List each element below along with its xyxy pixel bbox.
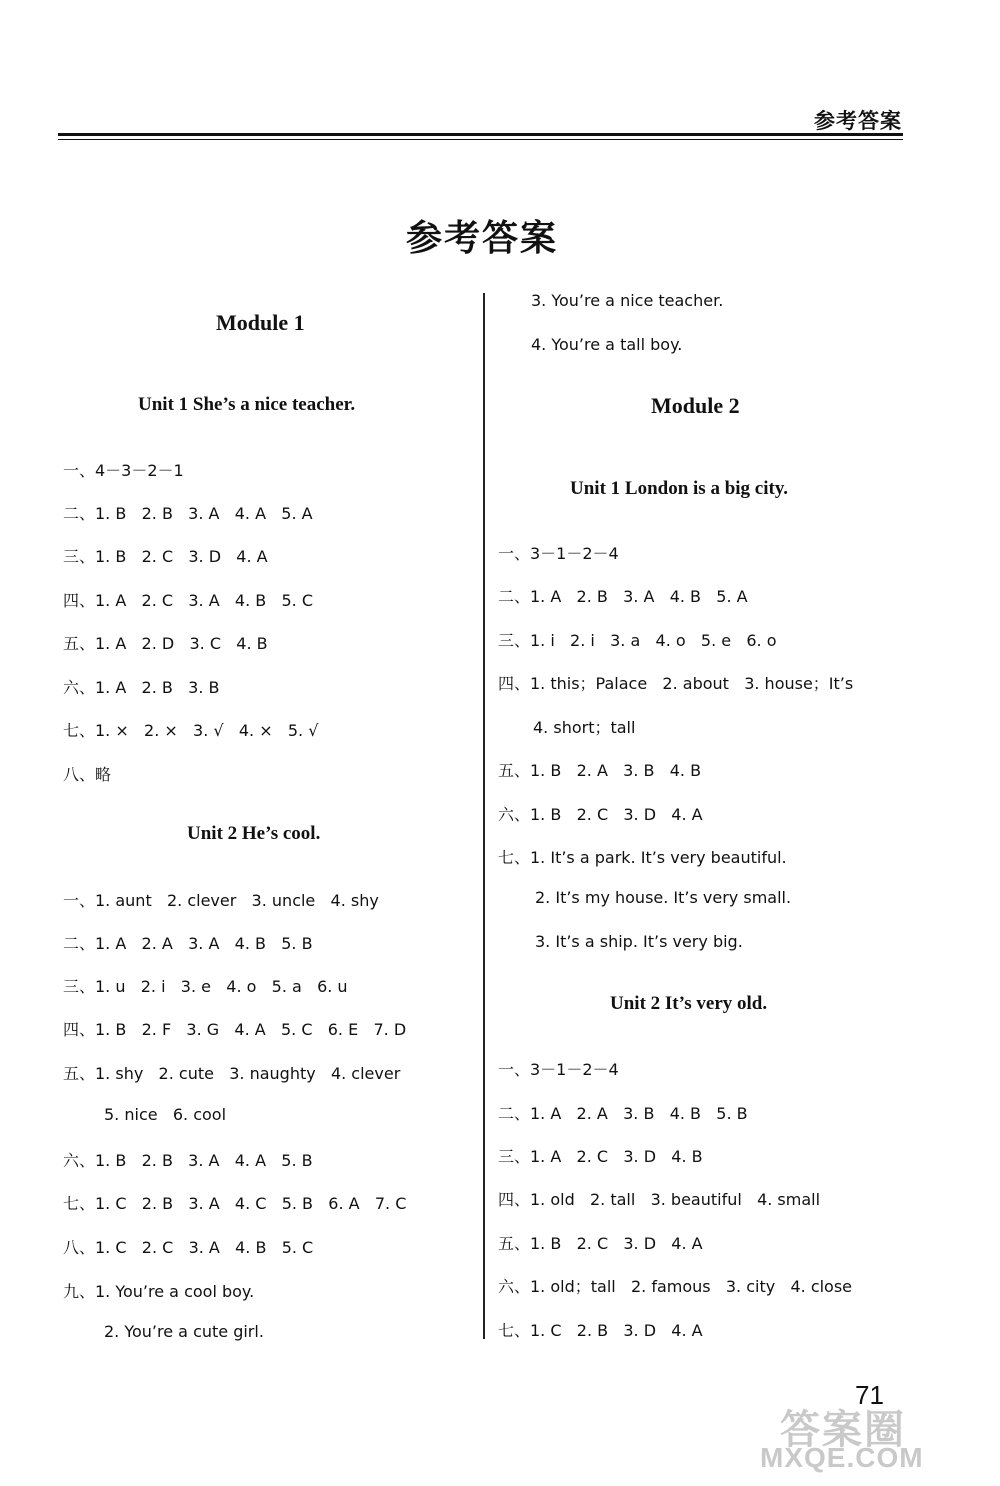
answer-line: 五、1. A 2. D 3. C 4. B [63, 634, 268, 653]
answer-line: 一、3－1－2－4 [498, 544, 619, 563]
answer-line: 四、1. old 2. tall 3. beautiful 4. small [498, 1190, 821, 1209]
module-2-heading: Module 2 [651, 393, 740, 418]
module-2-unit-2-heading: Unit 2 It’s very old. [610, 993, 768, 1014]
watermark-url: MXQE.COM [760, 1442, 924, 1473]
module-1-unit-1-heading: Unit 1 She’s a nice teacher. [138, 394, 356, 415]
answer-line: 2. It’s my house. It’s very small. [535, 888, 792, 907]
answer-line: 三、1. B 2. C 3. D 4. A [63, 547, 268, 566]
answer-line: 一、3－1－2－4 [498, 1060, 619, 1079]
answer-line: 一、1. aunt 2. clever 3. uncle 4. shy [63, 891, 379, 910]
answer-line: 七、1. It’s a park. It’s very beautiful. [498, 848, 787, 867]
answer-line: 九、1. You’re a cool boy. [63, 1282, 255, 1301]
page-title: 参考答案 [405, 218, 558, 259]
watermark-logo-text: 答案圈 [780, 1408, 906, 1452]
module-1-unit-2-heading: Unit 2 He’s cool. [187, 823, 321, 844]
column-divider [483, 293, 485, 1339]
answer-line: 三、1. A 2. C 3. D 4. B [498, 1147, 703, 1166]
module-2-unit-1-heading: Unit 1 London is a big city. [570, 478, 789, 499]
header-rule-thin [58, 139, 903, 140]
answer-line: 5. nice 6. cool [104, 1105, 227, 1124]
answer-line: 二、1. A 2. A 3. B 4. B 5. B [498, 1104, 748, 1123]
answer-line: 4. You’re a tall boy. [531, 335, 683, 354]
answer-line: 五、1. shy 2. cute 3. naughty 4. clever [63, 1064, 401, 1083]
answer-line: 二、1. B 2. B 3. A 4. A 5. A [63, 504, 313, 523]
answer-line: 四、1. this；Palace 2. about 3. house；It’s [498, 674, 854, 693]
answer-line: 二、1. A 2. B 3. A 4. B 5. A [498, 587, 748, 606]
answer-line: 二、1. A 2. A 3. A 4. B 5. B [63, 934, 313, 953]
answer-line: 3. You’re a nice teacher. [531, 291, 724, 310]
module-1-heading: Module 1 [216, 310, 305, 335]
answer-line: 六、1. B 2. B 3. A 4. A 5. B [63, 1151, 313, 1170]
answer-line: 六、1. A 2. B 3. B [63, 678, 220, 697]
watermark [760, 1398, 960, 1473]
answer-line: 四、1. B 2. F 3. G 4. A 5. C 6. E 7. D [63, 1020, 407, 1039]
answer-line: 4. short；tall [533, 718, 636, 737]
answer-line: 八、1. C 2. C 3. A 4. B 5. C [63, 1238, 314, 1257]
answer-line: 三、1. u 2. i 3. e 4. o 5. a 6. u [63, 977, 348, 996]
answer-line: 五、1. B 2. A 3. B 4. B [498, 761, 702, 780]
answer-line: 七、1. C 2. B 3. A 4. C 5. B 6. A 7. C [63, 1194, 407, 1213]
answer-line: 六、1. B 2. C 3. D 4. A [498, 805, 703, 824]
answer-line: 六、1. old；tall 2. famous 3. city 4. close [498, 1277, 853, 1296]
answer-line: 七、1. × 2. × 3. √ 4. × 5. √ [63, 721, 319, 740]
header-rule-thick [58, 133, 903, 136]
answer-line: 七、1. C 2. B 3. D 4. A [498, 1321, 703, 1340]
page-number: 71 [855, 1380, 884, 1410]
answer-line: 2. You’re a cute girl. [104, 1322, 264, 1341]
answer-line: 五、1. B 2. C 3. D 4. A [498, 1234, 703, 1253]
running-header: 参考答案 [814, 109, 902, 133]
answer-line: 3. It’s a ship. It’s very big. [535, 932, 743, 951]
answer-line: 三、1. i 2. i 3. a 4. o 5. e 6. o [498, 631, 777, 650]
answer-line: 八、略 [63, 765, 112, 784]
answer-line: 一、4－3－2－1 [63, 461, 184, 480]
answer-line: 四、1. A 2. C 3. A 4. B 5. C [63, 591, 314, 610]
